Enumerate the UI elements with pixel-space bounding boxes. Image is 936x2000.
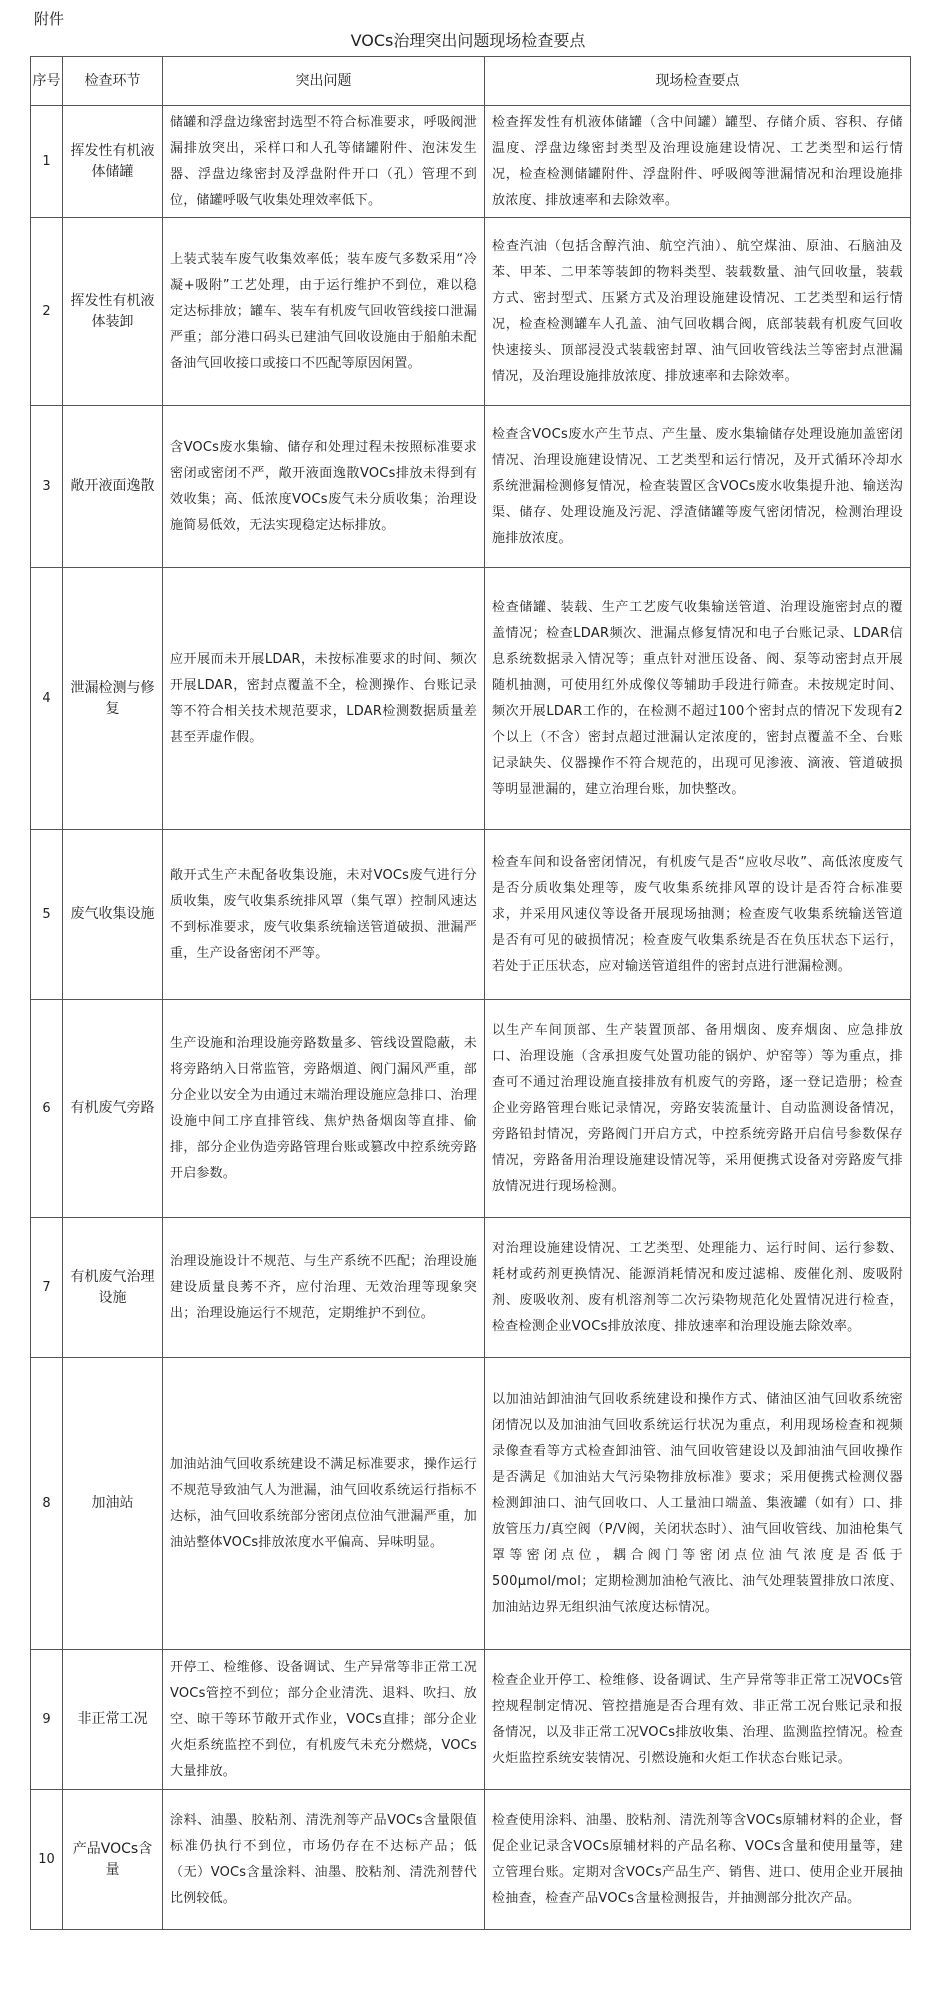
row-issue: 敞开式生产未配备收集设施，未对VOCs废气进行分质收集，废气收集系统排风罩（集气罩）控制风速达不到标准要求，废气收集系统输送管道破损、泄漏严重，生产设备密闭不严等。 [163,830,485,1000]
row-no: 10 [31,1790,63,1930]
row-points: 检查企业开停工、检维修、设备调试、生产异常等非正常工况VOCs管控规程制定情况、管控措施是否合理有效、非正常工况台账记录和报备情况，以及非正常工况VOCs排放收集、治理、监测监控情况。检查火炬监控系统安装情况、引燃设施和火炬工作状态台账记录。 [485,1650,911,1790]
row-stage: 有机废气旁路 [63,1000,163,1218]
table-row [31,830,911,1000]
table-header-row [31,57,911,106]
row-points: 对治理设施建设情况、工艺类型、处理能力、运行时间、运行参数、耗材或药剂更换情况、能源消耗情况和废过滤棉、废催化剂、废吸附剂、废吸收剂、废有机溶剂等二次污染物规范化处置情况进行检查，检查检测企业VOCs排放浓度、排放速率和治理设施去除效率。 [485,1218,911,1358]
row-no: 2 [31,218,63,406]
table-row [31,106,911,218]
row-points: 以加油站卸油油气回收系统建设和操作方式、储油区油气回收系统密闭情况以及加油油气回收系统运行状况为重点，利用现场检查和视频录像查看等方式检查卸油管、油气回收管建设以及卸油油气回收操作是否满足《加油站大气污染物排放标准》要求；采用便携式检测仪器检测卸油口、油气回收口、人工量油口端盖、集液罐（如有）口、排放管压力/真空阀（P/V阀，关闭状态时）、油气回收管线、加油枪集气罩等密闭点位，耦合阀门等密闭点位油气浓度是否低于500μmol/mol；定期检测加油枪气液比、油气处理装置排放口浓度、加油站边界无组织油气浓度达标情况。 [485,1358,911,1650]
table-row [31,1790,911,1930]
row-stage: 加油站 [63,1358,163,1650]
row-issue: 应开展而未开展LDAR，未按标准要求的时间、频次开展LDAR，密封点覆盖不全，检测操作、台账记录等不符合相关技术规范要求，LDAR检测数据质量差甚至弄虚作假。 [163,568,485,830]
attachment-label: 附件 [34,10,65,28]
table-row [31,568,911,830]
table-row [31,218,911,406]
row-no: 4 [31,568,63,830]
row-no: 3 [31,406,63,568]
inspection-table [30,56,911,1930]
row-stage: 泄漏检测与修复 [63,568,163,830]
document-title: VOCs治理突出问题现场检查要点 [350,31,586,50]
header-no: 序号 [31,57,63,106]
row-points: 检查含VOCs废水产生节点、产生量、废水集输储存处理设施加盖密闭情况、治理设施建设情况、工艺类型和运行情况，及开式循环冷却水系统泄漏检测修复情况，检查装置区含VOCs废水收集提升池、输送沟渠、储存、处理设施及污泥、浮渣储罐等废气密闭情况，检测治理设施排放浓度。 [485,406,911,568]
row-points: 检查挥发性有机液体储罐（含中间罐）罐型、存储介质、容积、存储温度、浮盘边缘密封类型及治理设施建设情况、工艺类型和运行情况，检查检测储罐附件、浮盘附件、呼吸阀等泄漏情况和治理设施排放浓度、排放速率和去除效率。 [485,106,911,218]
row-stage: 废气收集设施 [63,830,163,1000]
header-stage: 检查环节 [63,57,163,106]
row-issue: 加油站油气回收系统建设不满足标准要求，操作运行不规范导致油气人为泄漏，油气回收系统运行指标不达标，油气回收系统部分密闭点位油气泄漏严重，加油站整体VOCs排放浓度水平偏高、异味明显。 [163,1358,485,1650]
table-row [31,406,911,568]
row-issue: 开停工、检维修、设备调试、生产异常等非正常工况VOCs管控不到位；部分企业清洗、退料、吹扫、放空、晾干等环节敞开式作业，VOCs直排；部分企业火炬系统监控不到位，有机废气未充分燃烧，VOCs大量排放。 [163,1650,485,1790]
row-stage: 挥发性有机液体储罐 [63,106,163,218]
row-issue: 生产设施和治理设施旁路数量多、管线设置隐蔽，未将旁路纳入日常监管，旁路烟道、阀门漏风严重，部分企业以安全为由通过末端治理设施应急排口、治理设施中间工序直排管线、焦炉热备烟囱等直排、偷排，部分企业伪造旁路管理台账或篡改中控系统旁路开启参数。 [163,1000,485,1218]
table-row [31,1000,911,1218]
row-no: 7 [31,1218,63,1358]
row-no: 9 [31,1650,63,1790]
header-points: 现场检查要点 [485,57,911,106]
row-no: 1 [31,106,63,218]
row-issue: 治理设施设计不规范、与生产系统不匹配；治理设施建设质量良莠不齐，应付治理、无效治理等现象突出；治理设施运行不规范，定期维护不到位。 [163,1218,485,1358]
row-points: 以生产车间顶部、生产装置顶部、备用烟囱、废弃烟囱、应急排放口、治理设施（含承担废气处置功能的锅炉、炉窑等）等为重点，排查可不通过治理设施直接排放有机废气的旁路，逐一登记造册；检查企业旁路管理台账记录情况，旁路安装流量计、自动监测设备情况，旁路铅封情况，旁路阀门开启方式，中控系统旁路开启信号参数保存情况，旁路备用治理设施建设情况等，采用便携式设备对旁路废气排放情况进行现场检测。 [485,1000,911,1218]
row-points: 检查车间和设备密闭情况，有机废气是否“应收尽收”、高低浓度废气是否分质收集处理等，废气收集系统排风罩的设计是否符合标准要求，并采用风速仪等设备开展现场抽测；检查废气收集系统输送管道是否有可见的破损情况；检查废气收集系统是否在负压状态下运行，若处于正压状态，应对输送管道组件的密封点进行泄漏检测。 [485,830,911,1000]
row-points: 检查汽油（包括含醇汽油、航空汽油）、航空煤油、原油、石脑油及苯、甲苯、二甲苯等装卸的物料类型、装载数量、油气回收量，装载方式、密封型式、压紧方式及治理设施建设情况、工艺类型和运行情况，检查检测罐车人孔盖、油气回收耦合阀，底部装载有机废气回收快速接头、顶部浸没式装载密封罩、油气回收管线法兰等密封点泄漏情况，及治理设施排放浓度、排放速率和去除效率。 [485,218,911,406]
table-row [31,1358,911,1650]
row-issue: 上装式装车废气收集效率低；装车废气多数采用“冷凝+吸附”工艺处理，由于运行维护不到位，难以稳定达标排放；罐车、装车有机废气回收管线接口泄漏严重；部分港口码头已建油气回收设施由于船舶未配备油气回收接口或接口不匹配等原因闲置。 [163,218,485,406]
table-row [31,1218,911,1358]
row-stage: 非正常工况 [63,1650,163,1790]
row-no: 6 [31,1000,63,1218]
row-stage: 挥发性有机液体装卸 [63,218,163,406]
row-stage: 产品VOCs含量 [63,1790,163,1930]
row-no: 5 [31,830,63,1000]
row-issue: 涂料、油墨、胶粘剂、清洗剂等产品VOCs含量限值标准仍执行不到位，市场仍存在不达标产品；低（无）VOCs含量涂料、油墨、胶粘剂、清洗剂替代比例较低。 [163,1790,485,1930]
row-stage: 有机废气治理设施 [63,1218,163,1358]
row-points: 检查储罐、装载、生产工艺废气收集输送管道、治理设施密封点的覆盖情况；检查LDAR频次、泄漏点修复情况和电子台账记录、LDAR信息系统数据录入情况等；重点针对泄压设备、阀、泵等动密封点开展随机抽测，可使用红外成像仪等辅助手段进行筛查。未按规定时间、频次开展LDAR工作的，在检测不超过100个密封点的情况下发现有2个以上（不含）密封点超过泄漏认定浓度的，密封点覆盖不全、台账记录缺失、仪器操作不符合规范的，出现可见渗液、滴液、管道破损等明显泄漏的，建立治理台账，加快整改。 [485,568,911,830]
row-points: 检查使用涂料、油墨、胶粘剂、清洗剂等含VOCs原辅材料的企业，督促企业记录含VOCs原辅材料的产品名称、VOCs含量和使用量等，建立管理台账。定期对含VOCs产品生产、销售、进口、使用企业开展抽检抽查，检查产品VOCs含量检测报告，并抽测部分批次产品。 [485,1790,911,1930]
table-row [31,1650,911,1790]
header-issue: 突出问题 [163,57,485,106]
row-issue: 储罐和浮盘边缘密封选型不符合标准要求，呼吸阀泄漏排放突出，采样口和人孔等储罐附件、泡沫发生器、浮盘边缘密封及浮盘附件开口（孔）管理不到位，储罐呼吸气收集处理效率低下。 [163,106,485,218]
row-no: 8 [31,1358,63,1650]
row-issue: 含VOCs废水集输、储存和处理过程未按照标准要求密闭或密闭不严，敞开液面逸散VOCs排放未得到有效收集；高、低浓度VOCs废气未分质收集；治理设施简易低效，无法实现稳定达标排放。 [163,406,485,568]
row-stage: 敞开液面逸散 [63,406,163,568]
